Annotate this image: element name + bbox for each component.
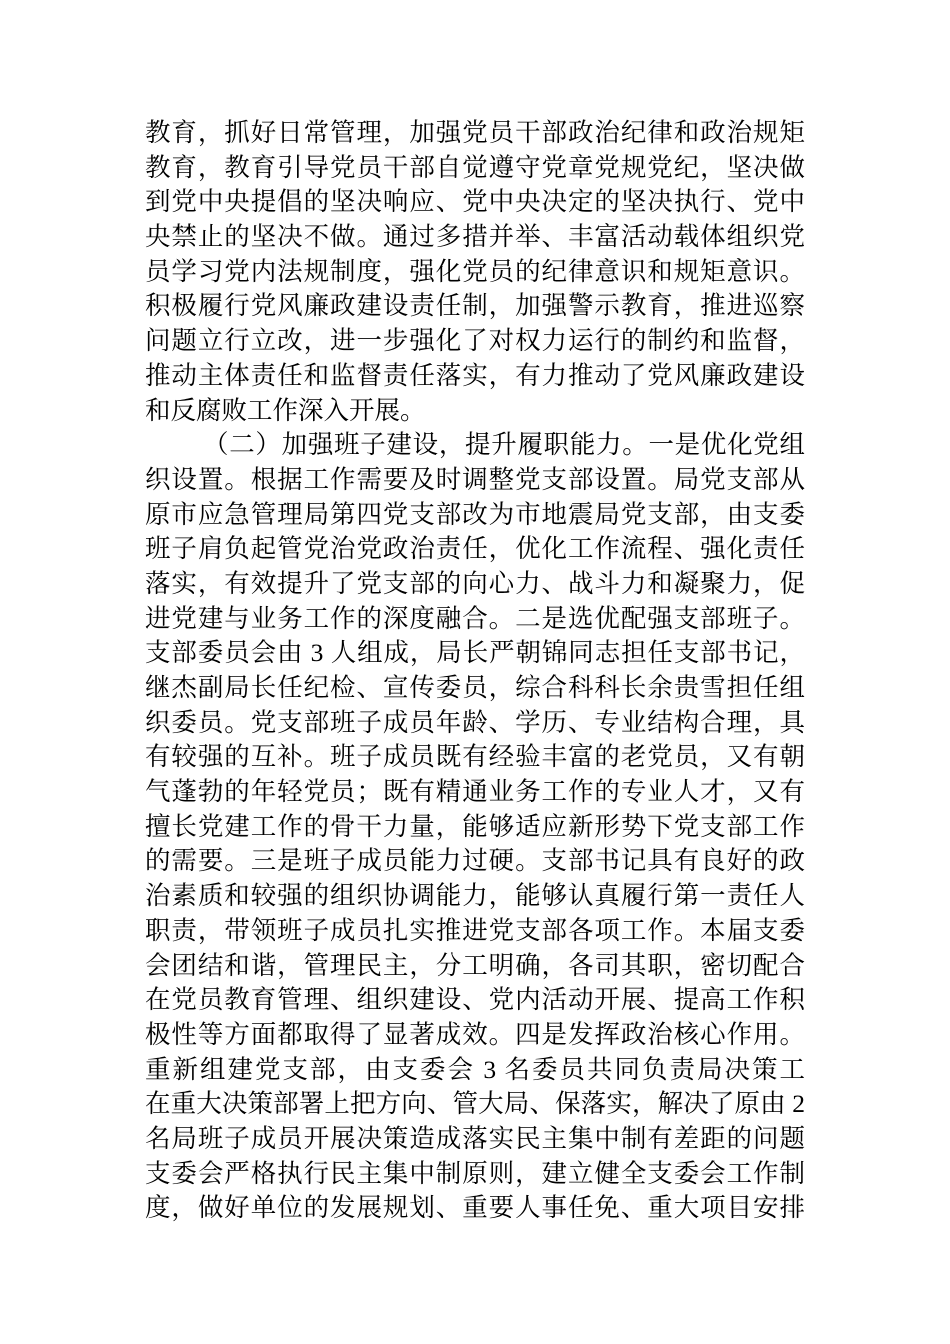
section-heading-line: （二）加强班子建设，提升履职能力。一是优化党组: [203, 430, 805, 460]
text-line: 在重大决策部署上把方向、管大局、保落实，解决了原由 2: [145, 1089, 805, 1119]
text-line: 会团结和谐，管理民主，分工明确，各司其职，密切配合: [145, 950, 805, 980]
text-line: 极性等方面都取得了显著成效。四是发挥政治核心作用。: [145, 1019, 805, 1049]
text-line: 班子肩负起管党治党政治责任，优化工作流程、强化责任: [145, 534, 805, 564]
text-line: 央禁止的坚决不做。通过多措并举、丰富活动载体组织党: [145, 222, 805, 252]
text-line: 教育，抓好日常管理，加强党员干部政治纪律和政治规矩: [145, 118, 805, 147]
text-line: 到党中央提倡的坚决响应、党中央决定的坚决执行、党中: [145, 187, 805, 217]
text-line: 原市应急管理局第四党支部改为市地震局党支部，由支委: [145, 499, 805, 529]
text-line: 问题立行立改，进一步强化了对权力运行的制约和监督，: [145, 326, 805, 356]
text-line: 织设置。根据工作需要及时调整党支部设置。局党支部从: [145, 464, 805, 494]
text-line: 进党建与业务工作的深度融合。二是选优配强支部班子。: [145, 603, 805, 633]
text-line: 职责，带领班子成员扎实推进党支部各项工作。本届支委: [145, 915, 805, 945]
text-line: 的需要。三是班子成员能力过硬。支部书记具有良好的政: [145, 846, 805, 876]
text-line: 在党员教育管理、组织建设、党内活动开展、提高工作积: [145, 985, 805, 1015]
text-line: 员学习党内法规制度，强化党员的纪律意识和规矩意识。: [145, 256, 805, 286]
text-line: 继杰副局长任纪检、宣传委员，综合科科长余贵雪担任组: [145, 673, 805, 702]
text-line: 推动主体责任和监督责任落实，有力推动了党风廉政建设: [145, 360, 805, 390]
text-line: 支委会严格执行民主集中制原则，建立健全支委会工作制: [145, 1158, 805, 1188]
text-line: 擅长党建工作的骨干力量，能够适应新形势下党支部工作: [145, 811, 805, 841]
text-line: 织委员。党支部班子成员年龄、学历、专业结构合理，具: [145, 707, 805, 737]
text-line: 气蓬勃的年轻党员；既有精通业务工作的专业人才，又有: [145, 777, 805, 807]
document-page: [145, 116, 805, 1226]
text-line: 积极履行党风廉政建设责任制，加强警示教育，推进巡察: [145, 291, 805, 321]
text-line: 和反腐败工作深入开展。: [145, 395, 426, 425]
text-line: 落实，有效提升了党支部的向心力、战斗力和凝聚力，促: [145, 568, 805, 598]
text-line: 名局班子成员开展决策造成落实民主集中制有差距的问题: [145, 1123, 805, 1153]
text-line: 有较强的互补。班子成员既有经验丰富的老党员，又有朝: [145, 742, 805, 772]
text-line: 重新组建党支部，由支委会 3 名委员共同负责局决策工: [145, 1054, 805, 1084]
text-line: 度，做好单位的发展规划、重要人事任免、重大项目安排: [145, 1193, 805, 1223]
text-line: 教育，教育引导党员干部自觉遵守党章党规党纪，坚决做: [145, 152, 805, 182]
text-line: 治素质和较强的组织协调能力，能够认真履行第一责任人: [145, 881, 805, 911]
text-line: 支部委员会由 3 人组成，局长严朝锦同志担任支部书记，: [145, 638, 805, 668]
